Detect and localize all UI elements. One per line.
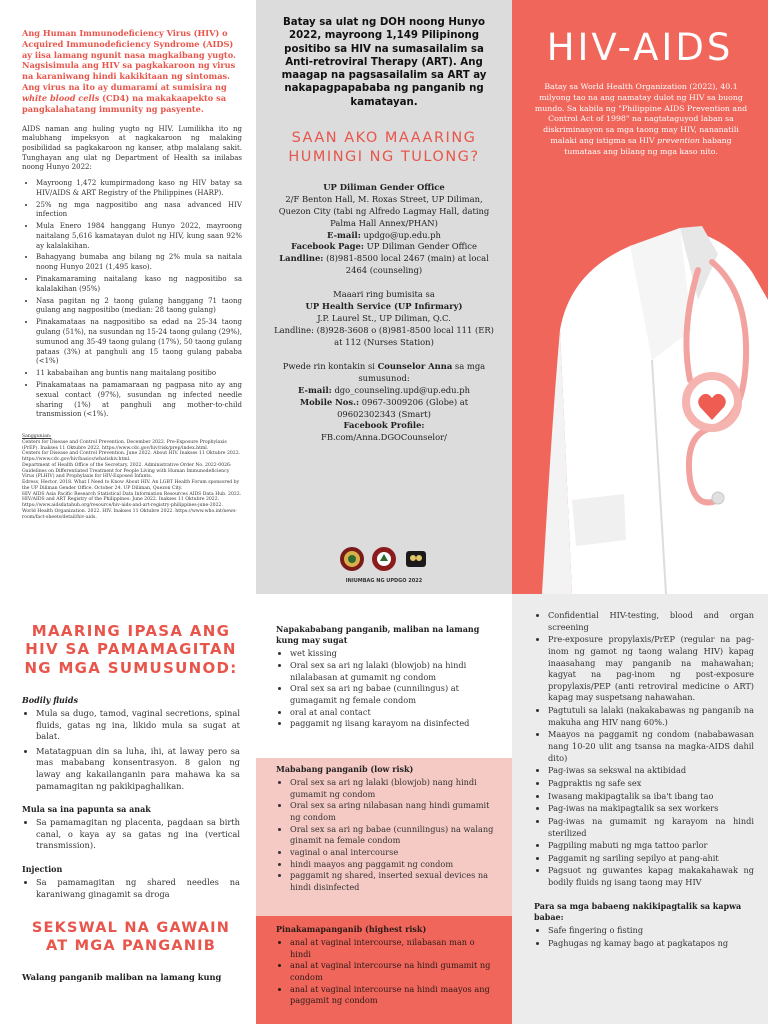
highest-risk-band [256,916,512,1024]
references [22,434,242,520]
office-landline: (8)981-8500 local 2467 (main) at local 2464 (counseling) [326,253,489,276]
help-heading: SAAN AKO MAAARING HUMINGI NG TULONG? [288,129,480,166]
list-item: • Paghugas ng kamay bago at pagkatapos ng [548,938,754,950]
very-low-risk-heading: Napakababang panganib, maliban na lamang kung may sugat [276,624,480,646]
risk-levels-panel [256,594,512,1024]
list-item: • Pagsuot ng guwantes kapag makakahawak ng bodily fluids ng isang taong may HIV [548,865,754,888]
list-item: • paggamit ng iisang karayom na disinfected [290,718,498,730]
injection-label: Injection [22,863,63,874]
injection-list [22,877,240,900]
infirmary-address: J.P. Laurel St., UP Diliman, Q.C. [317,313,451,324]
list-item: • anal at vaginal intercourse, nilabasan man o hindi [290,937,498,960]
list-item: • Pag-iwas sa sekswal na aktibidad [548,765,754,777]
list-item: • Pinakamataas na nagpositibo sa edad na 25-34 taong gulang (51%), na susundan ng 15-24 taong gulang (29%), sumunod ang 35-49 taong gulang (17%), 50 taong gulang pataas (3%) at panghuli ang 15 taong gulang pababa (<1%) [36,318,242,367]
list-item: • Pagtutuli sa lalaki (nakakabawas ng panganib na makuha ang HIV nang 60%.) [548,705,754,728]
low-risk-heading: Mababang panganib (low risk) [276,764,414,774]
list-item: • Nasa pagitan ng 2 taong gulang hanggang 71 taong gulang ang nagpositibo (median: 28 taong gulang) [36,297,242,317]
prevention-panel [512,594,768,1024]
reference-item: Edress, Hector. 2018. What I Need to Know About HIV. An LGBT Health Forum sponsored by the UP Diliman Gender Office. October 24. UP Diliman, Quezon City. [22,480,240,491]
list-item: • wet kissing [290,648,498,660]
university-seal-logo [371,546,397,572]
counselor-facebook-link[interactable]: FB.com/Anna.DGOCounselor/ [321,432,447,443]
mother-to-child-label: Mula sa ina papunta sa anak [22,804,151,815]
list-item: • Oral sex sa ari ng lalaki (blowjob) nang hindi gumamit ng condom [290,777,498,800]
references-heading: Sanggunian: [22,434,52,440]
low-risk-list [276,777,498,893]
no-risk-intro: Walang panganib maliban na lamang kung [22,971,222,982]
list-item: • Bahagyang bumaba ang bilang ng 2% mula sa naitala noong Hunyo 2021 (1,495 kaso). [36,253,242,273]
infirmary-landline: Landline: (8)928-3608 o (8)981-8500 local 111 (ER) at 112 (Nurses Station) [274,325,494,347]
list-item: • Pagpraktis ng safe sex [548,778,754,790]
office-email-link[interactable]: updgo@up.edu.ph [363,229,441,240]
transmission-panel [0,594,256,1024]
infirmary-intro: Maaari ring bumisita sa [333,289,435,300]
list-item: • Confidential HIV-testing, blood and organ screening [548,610,754,633]
very-low-risk-list [276,648,498,729]
list-item: • oral at anal contact [290,707,498,719]
women-heading: Para sa mga babaeng nakikipagtalik sa kapwa babae: [534,900,742,922]
counselor-mobile: 0967-3009206 (Globe) at 09602302343 (Smart) [337,396,469,419]
list-item: • Pag-iwas na makipagtalik sa sex workers [548,803,754,815]
sexual-risk-heading: SEKSWAL NA GAWAIN AT MGA PANGANIB [31,920,231,954]
infirmary-name: UP Health Service (UP Infirmary) [305,301,463,312]
list-item: • Pre-exposure propylaxis/PrEP (regular na pag-inom ng gamot ng taong walang HIV) kapag inaasahang may panganib na mahawahan; kagyat na pag-inom ng post-exposure propylaxis/PEP (anti retroviral medicine o ART) kapag may suspetsang nahawahan. [548,634,754,704]
list-item: • Sa pamamagitan ng shared needles na karaniwang ginagamit sa droga [36,877,240,900]
list-item: • vaginal o anal intercourse [290,847,498,859]
low-risk-band [256,758,512,916]
list-item: • Paggamit ng sariling sepilyo at pang-ahit [548,853,754,865]
art-lead-text: Batay sa ulat ng DOH noong Hunyo 2022, mayroong 1,149 Pilipinong positibo sa HIV na sumasailalim sa Anti-retroviral Therapy (ART). Ang maagap na pagsasailalim sa ART ay nakapagpapababa ng panganib ng kamatayan. [281,17,487,108]
counselor-email-link[interactable]: dgo_counseling.upd@up.edu.ph [334,384,470,395]
list-item: • Mayroong 1,472 kumpirmadong kaso ng HIV batay sa HIV/AIDS & ART Registry of the Philippines (HARP). [36,179,242,199]
list-item: • Pag-iwas na gumamit ng karayom na hindi sterilized [548,816,754,839]
aids-paragraph: AIDS naman ang huling yugto ng HIV. Lumilikha ito ng malubhang impeksyon at nagkakaroon ng malaking posibilidad sa pagkakaroon ng kanser, atbp malalang sakit. Tunghayan ang ulat ng Department of Health sa inilabas noong Hunyo 2022: [22,124,242,172]
mother-to-child-list [22,817,240,852]
reference-item: Centers for Disease and Control Prevention. June 2022. About HIV. Inakses 11 Oktubre 2022. https://www.cdc.gov/hiv/basics/whatishiv.html. [22,451,241,463]
list-item: • Pagpiling mabuti ng mga tattoo parlor [548,840,754,852]
list-item: • Sa pamamagitan ng placenta, pagdaan sa birth canal, o kaya ay sa gatas ng ina (vertical transmission). [36,817,240,852]
up-seal-logo [339,546,365,572]
list-item: • Maayos na paggamit ng condom (nababawasan nang 10-20 ulit ang tsansa na magka-AIDS dahil dito) [548,729,754,764]
list-item: • Mula sa dugo, tamod, vaginal secretions, spinal fluids, gatas ng ina, likido mula sa sugat at balat. [36,708,240,743]
list-item: • paggamit ng shared, inserted sexual devices na hindi disinfected [290,870,498,893]
list-item: • Iwasang makipagtalik sa iba't ibang tao [548,791,754,803]
reference-item: Department of Health Office of the Secretary. 2022. Administrative Order No. 2022-0026: Guidelines on Differentiated Treatment for People Living with Human Immunodeficiency Virus (PLHIV) and Prophylaxis for HIV-Exposed Infants. [22,462,232,480]
list-item: • 25% ng mga nagpositibo ang nasa advanced HIV infection [36,201,242,221]
prevention-list [534,610,754,889]
gender-office-contact: UP Diliman Gender Office 2/F Benton Hall, M. Roxas Street, UP Diliman, Quezon City (tabi ng Alfredo Lagmay Hall, dating Palma Hall Annex/PHAN) E-mail: updgo@up.edu.ph Facebook Page: UP Diliman Gender Office Landline: (8)981-8500 local 2467 (main) at local 2464 (counseling) Maaari ring bumisita sa UP Health Service (UP Infirmary) J.P. Laurel St., UP Diliman, Q.C. Landline: (8)928-3608 o (8)981-8500 local 111 (ER) at 112 (Nurses Station) Pwede rin kontakin si Counselor Anna sa mga sumusunod: E-mail: dgo_counseling.upd@up.edu.ph Mobile Nos.: 0967-3009206 (Globe) at 09602302343 (Smart) Facebook Profile: FB.com/Anna.DGOCounselor/ [270,182,498,444]
logo-row [256,546,512,572]
list-item: • Safe fingering o fisting [548,925,754,937]
list-item: • Oral sex sa aring nilabasan nang hindi gumamit ng condom [290,800,498,823]
reference-item: World Health Organization. 2022. HIV. Inakses 11 Oktubre 2022. https://www.who.int/news-room/fact-sheets/detail/hiv-aids. [22,508,237,520]
highest-risk-list [276,937,498,1007]
list-item: • hindi maayos ang paggamit ng condom [290,859,498,871]
bodily-fluids-list [22,708,240,792]
very-low-risk-band [256,594,512,758]
intro-panel [0,0,256,594]
reference-item: HIV AIDS Asia Pacific Research Statistical Data Information Resources AIDS Data Hub. 2022. HIV/AIDS and ART Registry of the Philippines: June 2022. Inakses 11 Oktubre 2022. https://www.aidsdatahub.org/resource/hiv-aids-and-art-registry-philippines-june-2022. [22,491,242,509]
intro-paragraph: Ang Human Immunodeficiency Virus (HIV) o Acquired Immunodeficiency Syndrome (AIDS) ay iisa lamang ngunit nasa magkaibang yugto. Nagsisimula ang HIV sa pagkakaroon ng virus na karaniwang hindi kakikitaan ng sintomas. Ang virus na ito ay dumaramí at sumisira ng white blood cells (CD4) na makakaapekto sa pangkalahatang immunity ng pasyente. [22,28,236,114]
list-item: • 11 kababaihan ang buntis nang maitalang positibo [36,369,242,379]
reference-item: Centers for Disease and Control Prevention. December 2022. Pre-Exposure Prophylaxis (PrEP). Inakses 11 Oktubre 2022. https://www.cdc.gov/hiv/risk/prep/index.html. [22,439,227,451]
list-item: • Pinakamaraming naitalang kaso ng nagpositibo sa kalalakihan (95%) [36,275,242,295]
help-panel [256,0,512,594]
women-list [534,925,754,949]
list-item: • Matatagpuan din sa luha, ihi, at laway pero sa mas mababang konsentrasyon. 8 galon ng laway ang kakailanganin para mahawa ka sa pamamagitan ng pakikipaghalikan. [36,746,240,792]
list-item: • Oral sex sa ari ng lalaki (blowjob) na hindi nilalabasan at gumamit ng condom [290,660,498,683]
credit-text: INIUMBAG NG UPDGO 2022 [345,578,423,584]
list-item: • Oral sex sa ari ng babae (cunnilingus) at gumagamit ng female condom [290,683,498,706]
doh-stats-list [22,179,242,420]
office-address: 2/F Benton Hall, M. Roxas Street, UP Diliman, Quezon City (tabi ng Alfredo Lagmay Hall, dating Palma Hall Annex/PHAN) [278,193,490,228]
office-name: UP Diliman Gender Office [323,181,445,192]
counselor-intro: Pwede rin kontakin si Counselor Anna sa mga sumusunod: [282,360,486,383]
highest-risk-heading: Pinakamapanganib (highest risk) [276,924,427,934]
bodily-fluids-label: Bodily fluids [22,694,78,705]
who-description: Batay sa World Health Organization (2022), 40.1 milyong tao na ang namatay dulot ng HIV sa buong mundo. Sa kabila ng "Philippine AIDS Prevention and Control Act of 1998" na nagtataguyod laban sa diskriminasyon sa mga taong may HIV, nananatili malaki ang istigma sa HIV prevention habang tumataas ang bilang ng mga kaso nito. [534,82,748,156]
list-item: • anal at vaginal intercourse na hindi maayos ang paggamit ng condom [290,984,498,1007]
transmission-heading: MAARING IPASA ANG HIV SA PAMAMAGITAN NG MGA SUMUSUNOD: [24,622,238,677]
list-item: • Mula Enero 1984 hanggang Hunyo 2022, mayroong naitalang 5,616 kamatayan dulot ng HIV, kung saan 92% ay kalalakihan. [36,222,242,251]
cover-panel [512,0,768,594]
list-item: • anal at vaginal intercourse na hindi gumamit ng condom [290,960,498,983]
office-facebook: UP Diliman Gender Office [366,241,477,252]
poster-title: HIV-AIDS [546,26,734,69]
list-item: • Oral sex sa ari ng babae (cunnilingus) na walang ginamit na female condom [290,824,498,847]
updgo-logo [403,546,429,572]
list-item: • Pinakamataas na pamamaraan ng pagpasa nito ay ang sexual contact (97%), susundan ng infected needle sharing (1%) at panghuli ang mother-to-child transmission (<1%). [36,381,242,420]
